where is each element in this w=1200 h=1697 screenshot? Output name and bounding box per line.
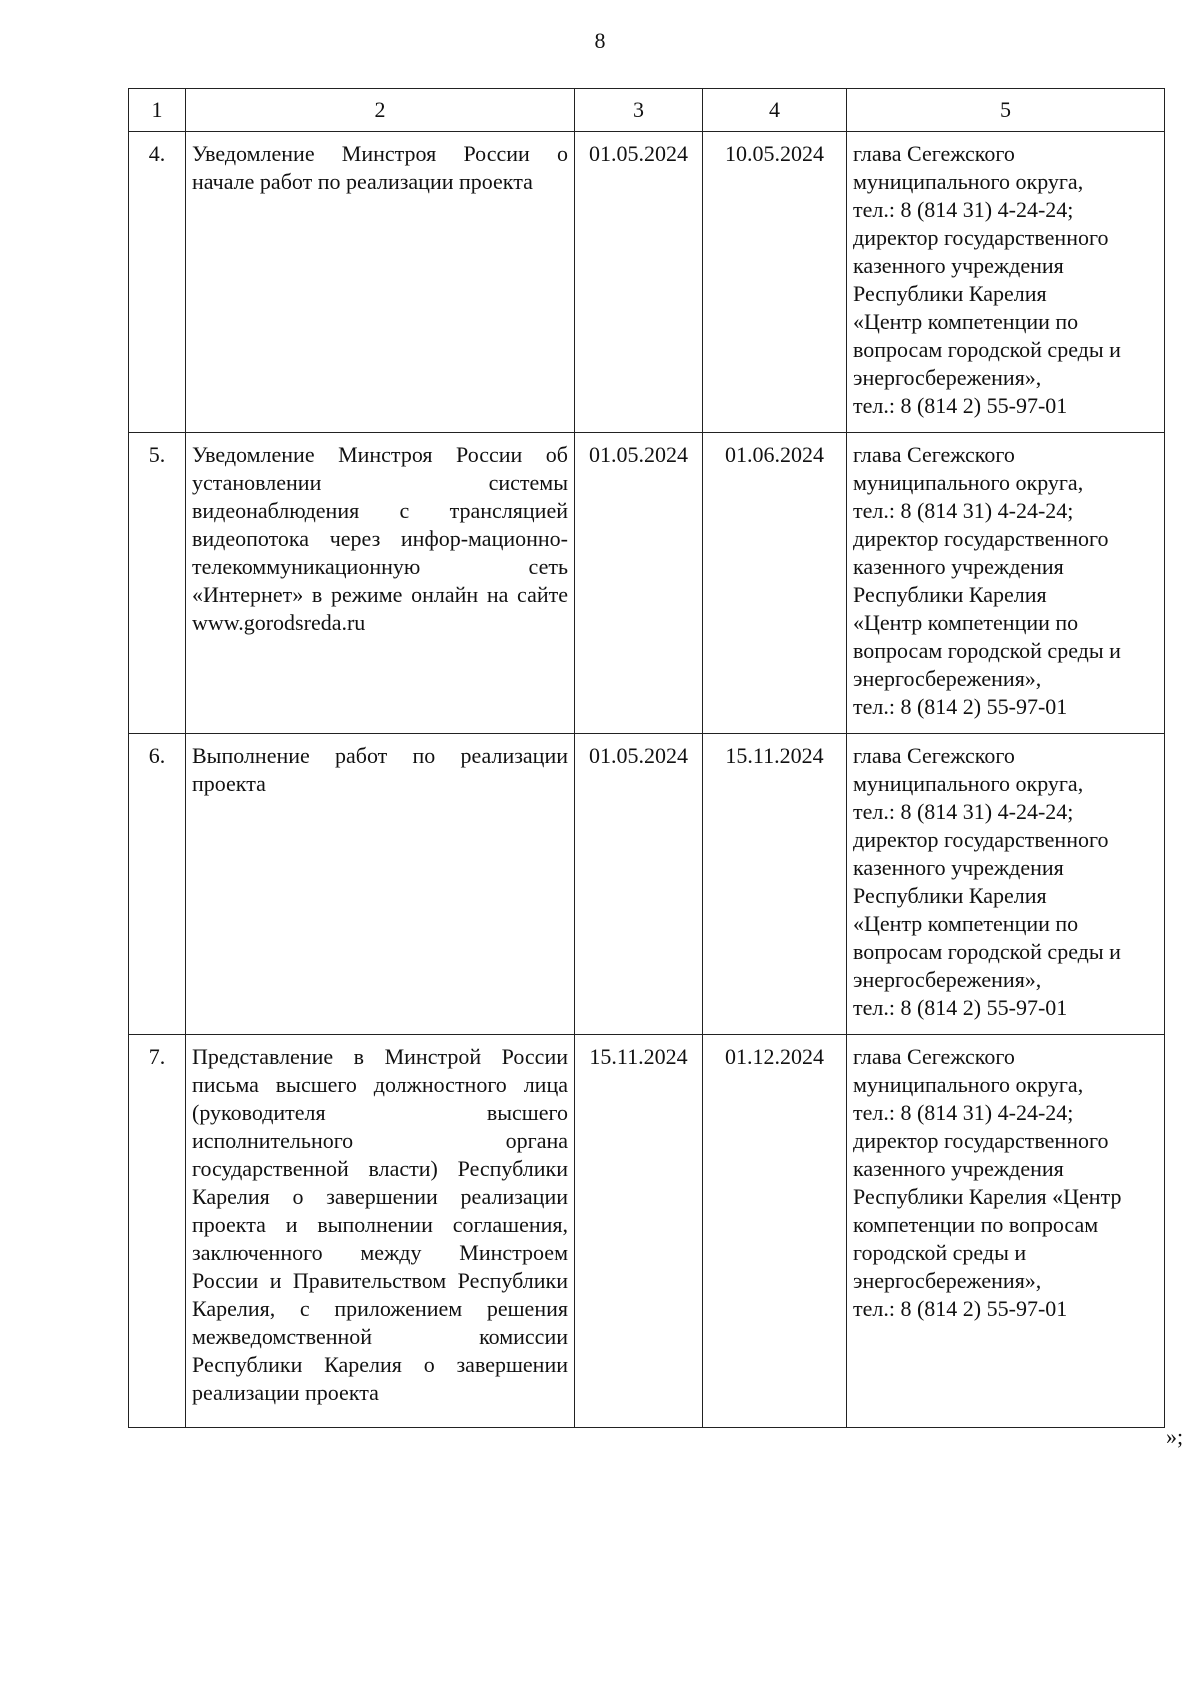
column-header: 3 (575, 89, 703, 132)
responsible-line: муниципального округа, (853, 1072, 1084, 1097)
responsible-line: муниципального округа, (853, 169, 1084, 194)
responsible-line: глава Сегежского (853, 141, 1015, 166)
responsible-contacts (847, 1035, 1165, 1428)
responsible-line: энергосбережения», (853, 1268, 1042, 1293)
responsible-line: глава Сегежского (853, 1044, 1015, 1069)
column-header: 4 (703, 89, 847, 132)
responsible-line: тел.: 8 (814 2) 55-97-01 (853, 995, 1068, 1020)
responsible-contacts (847, 132, 1165, 433)
responsible-line: тел.: 8 (814 2) 55-97-01 (853, 694, 1068, 719)
task-description: Уведомление Минстроя России об установлении системы видеонаблюдения с трансляцией видеопотока через инфор-мационно-телекоммуникационную сеть «Интернет» в режиме онлайн на сайте www.gorodsreda.ru (186, 433, 575, 734)
responsible-line: казенного учреждения (853, 554, 1064, 579)
responsible-line: тел.: 8 (814 2) 55-97-01 (853, 393, 1068, 418)
column-header: 5 (847, 89, 1165, 132)
responsible-line: «Центр компетенции по (853, 610, 1079, 635)
responsible-line: тел.: 8 (814 31) 4-24-24; (853, 1100, 1074, 1125)
responsible-line: энергосбережения», (853, 666, 1042, 691)
page-number: 8 (594, 28, 606, 53)
schedule-table (128, 88, 1165, 1428)
row-number: 5. (129, 433, 186, 734)
column-header: 1 (129, 89, 186, 132)
responsible-line: вопросам городской среды и (853, 638, 1121, 663)
responsible-line: тел.: 8 (814 31) 4-24-24; (853, 197, 1074, 222)
column-header: 2 (186, 89, 575, 132)
table-row (129, 132, 1165, 433)
responsible-line: муниципального округа, (853, 771, 1084, 796)
responsible-line: Республики Карелия (853, 582, 1047, 607)
responsible-line: Республики Карелия «Центр (853, 1184, 1122, 1209)
start-date: 01.05.2024 (575, 433, 703, 734)
responsible-line: казенного учреждения (853, 253, 1064, 278)
responsible-line: «Центр компетенции по (853, 911, 1079, 936)
row-number: 4. (129, 132, 186, 433)
closing-quote-mark: »; (1166, 1424, 1184, 1449)
responsible-line: муниципального округа, (853, 470, 1084, 495)
end-date: 01.06.2024 (703, 433, 847, 734)
responsible-line: директор государственного (853, 225, 1109, 250)
responsible-contacts (847, 433, 1165, 734)
table-row (129, 734, 1165, 1035)
responsible-line: директор государственного (853, 827, 1109, 852)
row-number: 6. (129, 734, 186, 1035)
responsible-line: тел.: 8 (814 31) 4-24-24; (853, 799, 1074, 824)
responsible-line: вопросам городской среды и (853, 939, 1121, 964)
responsible-line: компетенции по вопросам (853, 1212, 1099, 1237)
responsible-line: Республики Карелия (853, 883, 1047, 908)
task-description: Уведомление Минстроя России о начале работ по реализации проекта (186, 132, 575, 433)
responsible-line: Республики Карелия (853, 281, 1047, 306)
row-number: 7. (129, 1035, 186, 1428)
responsible-line: энергосбережения», (853, 967, 1042, 992)
responsible-line: глава Сегежского (853, 743, 1015, 768)
start-date: 01.05.2024 (575, 734, 703, 1035)
end-date: 15.11.2024 (703, 734, 847, 1035)
responsible-line: казенного учреждения (853, 1156, 1064, 1181)
end-date: 01.12.2024 (703, 1035, 847, 1428)
responsible-line: казенного учреждения (853, 855, 1064, 880)
table-header-row (129, 89, 1165, 132)
responsible-line: тел.: 8 (814 2) 55-97-01 (853, 1296, 1068, 1321)
responsible-contacts (847, 734, 1165, 1035)
start-date: 01.05.2024 (575, 132, 703, 433)
start-date: 15.11.2024 (575, 1035, 703, 1428)
end-date: 10.05.2024 (703, 132, 847, 433)
responsible-line: тел.: 8 (814 31) 4-24-24; (853, 498, 1074, 523)
responsible-line: вопросам городской среды и (853, 337, 1121, 362)
responsible-line: директор государственного (853, 526, 1109, 551)
task-description: Выполнение работ по реализации проекта (186, 734, 575, 1035)
responsible-line: директор государственного (853, 1128, 1109, 1153)
responsible-line: городской среды и (853, 1240, 1027, 1265)
table-row (129, 433, 1165, 734)
responsible-line: глава Сегежского (853, 442, 1015, 467)
responsible-line: энергосбережения», (853, 365, 1042, 390)
responsible-line: «Центр компетенции по (853, 309, 1079, 334)
task-description: Представление в Минстрой России письма высшего должностного лица (руководителя высшего исполнительного органа государственной власти) Республики Карелия о завершении реализации проекта и выполнении соглашения, заключенного между Минстроем России и Правительством Республики Карелия, с приложением решения межведомственной комиссии Республики Карелия о завершении реализации проекта (186, 1035, 575, 1428)
table-row (129, 1035, 1165, 1428)
